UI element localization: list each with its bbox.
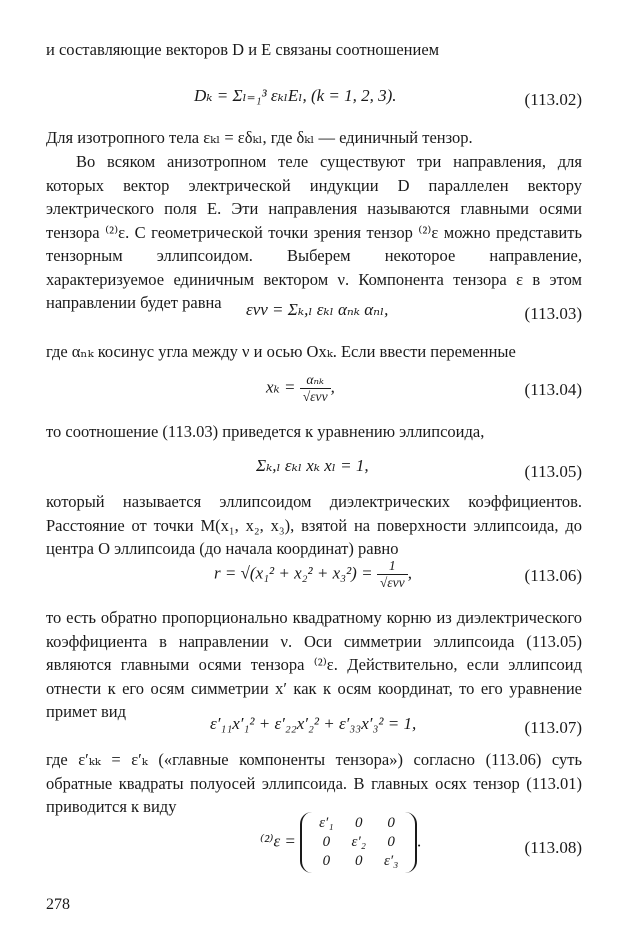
paragraph-8: где ε′ₖₖ = ε′ₖ («главные компоненты тензора») согласно (113.06) суть обратные квадраты полуосей эллипсоида. В главных осях тензор (113.01) приводится к виду xyxy=(46,750,582,816)
fraction-numerator: αₙₖ xyxy=(300,372,331,389)
equation-113-07 xyxy=(46,706,582,746)
matrix-cell: 0 xyxy=(387,815,395,831)
fraction xyxy=(300,372,331,405)
equation-lhs: r = √(x₁² + x₂² + x₃²) = xyxy=(214,563,373,583)
matrix-cell: 0 xyxy=(355,815,363,831)
matrix-cell: ε′₁ xyxy=(319,815,334,831)
equation-tail: , xyxy=(407,563,412,583)
equation-113-04 xyxy=(46,370,582,416)
matrix xyxy=(300,812,417,873)
equation-number: (113.07) xyxy=(524,718,582,737)
fraction-numerator: 1 xyxy=(377,558,408,575)
equation-number: (113.06) xyxy=(524,566,582,585)
paragraph-6: который называется эллипсоидом диэлектрических коэффициентов. Расстояние от точки M(x₁, x₂, x₃), взятой на поверхности эллипсоида, до центра O эллипсоида (до начала координат) равно xyxy=(46,492,582,558)
fraction xyxy=(377,558,408,591)
equation-number: (113.05) xyxy=(524,462,582,481)
paragraph-4: где αₙₖ косинус угла между ν и осью Oxₖ. Если ввести переменные xyxy=(46,342,516,361)
equation-113-02 xyxy=(46,80,582,120)
paragraph-1: и составляющие векторов D и E связаны соотношением xyxy=(46,40,440,59)
equation-formula: Dₖ = Σₗ₌₁³ εₖₗEₗ, (k = 1, 2, 3). xyxy=(194,86,397,105)
equation-number: (113.03) xyxy=(524,304,582,323)
page-number: 278 xyxy=(46,896,70,913)
equation-113-03 xyxy=(46,294,582,334)
equation-lhs: xₖ = xyxy=(266,377,296,397)
equation-formula xyxy=(260,812,422,873)
equation-number: (113.04) xyxy=(524,380,582,399)
fraction-denominator: √ενν xyxy=(302,389,328,404)
paragraph-2: Для изотропного тела εₖₗ = εδₖₗ, где δₖₗ — единичный тензор. xyxy=(46,128,473,147)
matrix-cell: 0 xyxy=(322,834,331,850)
matrix-cell: ε′₃ xyxy=(383,853,399,869)
matrix-cell: ε′₂ xyxy=(351,834,366,850)
paragraph-7: то есть обратно пропорционально квадратному корню из диэлектрического коэффициента в направлении ν. Оси симметрии эллипсоида (113.05) являются главными осями тензора ⁽²⁾ε. Действительно, если эллипсоид отнести к его осям симметрии x′ как к осям координат, то его уравнение примет вид xyxy=(46,608,582,721)
equation-number: (113.08) xyxy=(524,838,582,857)
matrix-cell: 0 xyxy=(387,834,395,850)
equation-113-06 xyxy=(46,556,582,602)
matrix-cell: 0 xyxy=(322,853,331,869)
paragraph-3: Во всяком анизотропном теле существуют три направления, для которых вектор электрической индукции D параллелен вектору электрического поля E. Эти направления называются главными осями тензора ⁽²⁾ε. С геометрической точки зрения тензор ⁽²⁾ε можно представить тензорным эллипсоидом. Выберем некоторое направление, характеризуемое единичным вектором ν. Компонента тензора ε в этом направлении будет равна xyxy=(46,152,582,312)
equation-formula: ενν = Σₖ,ₗ εₖₗ αₙₖ αₙₗ, xyxy=(246,300,389,319)
equation-tail: . xyxy=(417,831,422,851)
paragraph-5: то соотношение (113.03) приведется к уравнению эллипсоида, xyxy=(46,422,485,441)
equation-formula: ε′₁₁x′₁² + ε′₂₂x′₂² + ε′₃₃x′₃² = 1, xyxy=(210,714,417,733)
equation-number: (113.02) xyxy=(524,90,582,109)
equation-formula xyxy=(214,558,412,591)
matrix-cell: 0 xyxy=(355,853,363,869)
equation-formula: Σₖ,ₗ εₖₗ xₖ xₗ = 1, xyxy=(256,456,369,475)
equation-113-08 xyxy=(46,812,582,888)
equation-113-05 xyxy=(46,448,582,488)
equation-lhs: ⁽²⁾ε = xyxy=(260,831,296,851)
fraction-denominator: √ενν xyxy=(379,575,405,590)
equation-tail: , xyxy=(330,377,335,397)
equation-formula xyxy=(266,372,335,405)
